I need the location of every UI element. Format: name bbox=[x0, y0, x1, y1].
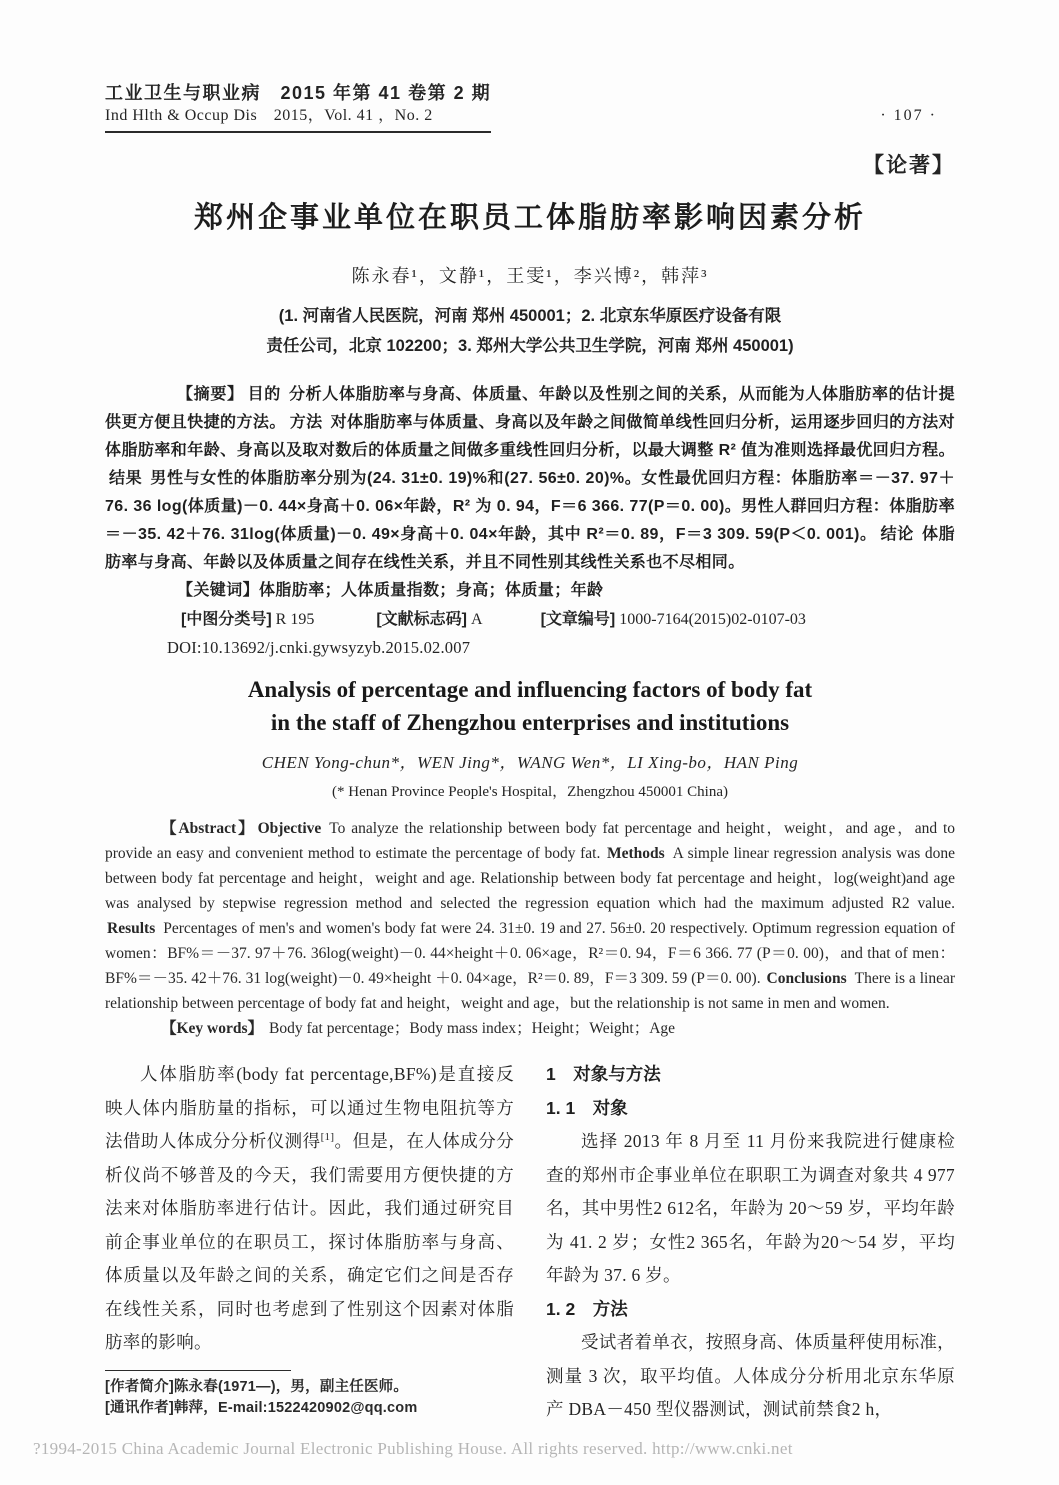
en-title-line-1: Analysis of percentage and influencing factors of body fat bbox=[247, 677, 813, 702]
page-number: · 107 · bbox=[880, 107, 937, 124]
section-1-heading: 1 对象与方法 bbox=[546, 1064, 661, 1084]
clc-pair bbox=[181, 611, 314, 628]
article-type-label: 【论著】 bbox=[863, 154, 955, 177]
footnote-author-text: 陈永春(1971—)，男，副主任医师。 bbox=[173, 1378, 409, 1395]
footnote-contact-label: [通讯作者] bbox=[105, 1400, 174, 1416]
article-id-value: 1000-7164(2015)02-0107-03 bbox=[619, 611, 806, 628]
en-conclusions-label: Conclusions bbox=[766, 970, 847, 987]
en-title-line-2: in the staff of Zhengzhou enterprises and institutions bbox=[270, 710, 790, 735]
en-keywords-label: 【Key words】 bbox=[161, 1020, 264, 1037]
keywords-cn bbox=[105, 577, 955, 605]
en-abstract-label: 【Abstract】 bbox=[161, 820, 256, 837]
journal-name-en: Ind Hlth & Occup Dis 2015，Vol. 41 ，No. 2 bbox=[105, 107, 433, 124]
en-results-label: Results bbox=[107, 920, 156, 937]
en-methods-text: A simple linear regression analysis was done between body fat percentage and height，weight and age. Relationship between body fat percentage and height，log(weight)and age was analysed by stepwise regression method and selected the regression equation which had the maximum adjusted R2 value. bbox=[105, 845, 955, 912]
footnote-author-line bbox=[105, 1377, 514, 1399]
journal-name-cn: 工业卫生与职业病 2015 年第 41 卷第 2 期 bbox=[105, 83, 492, 103]
keywords-text: 体脂肪率；人体质量指数；身高；体质量；年龄 bbox=[259, 582, 604, 599]
doc-code-pair bbox=[376, 611, 482, 628]
conclusion-label: 结论 bbox=[880, 526, 914, 543]
keywords-label: 【关键词】 bbox=[177, 582, 260, 599]
results-text: 男性与女性的体脂肪率分别为(24. 31±0. 19)%和(27. 56±0. 20)%。女性最优回归方程：体脂肪率＝－37. 97＋76. 36 log(体质量)－0. 44×身高＋0. 06×年龄，R² 为 0. 94，F＝6 366. 77(P＝0. 00)。男性人群回归方程：体脂肪率＝－35. 42＋76. 31log(体质量)－0. 49×身高＋0. 04×年龄，其中 R²＝0. 89，F＝3 309. 59(P＜0. 001)。 bbox=[105, 470, 955, 543]
conclusion-text: 体脂肪率与身高、年龄以及体质量之间存在线性关系，并且不同性别其线性关系也不尽相同。 bbox=[105, 526, 955, 571]
reference-marker: [1] bbox=[320, 1131, 335, 1144]
authors-en: CHEN Yong-chun*，WEN Jing*，WANG Wen*，LI Xing-bo，HAN Ping bbox=[261, 753, 799, 772]
keywords-en bbox=[105, 1016, 955, 1041]
footnote-contact-line bbox=[105, 1398, 514, 1420]
journal-header bbox=[105, 82, 955, 133]
en-objective-text: To analyze the relationship between body fat percentage and height，weight，and age，and to provide an easy and convenient method to estimate the percentage of body fat. bbox=[105, 820, 955, 862]
intro-paragraph bbox=[105, 1058, 514, 1360]
left-column bbox=[105, 1058, 514, 1427]
article-title-en bbox=[105, 673, 955, 739]
two-column-body bbox=[105, 1058, 955, 1427]
right-column bbox=[546, 1058, 955, 1427]
section-1-2-heading: 1. 2 方法 bbox=[546, 1298, 628, 1319]
en-objective-label: Objective bbox=[257, 820, 322, 837]
clc-value: R 195 bbox=[275, 611, 315, 628]
clc-label: [中图分类号] bbox=[181, 611, 272, 628]
section-1-2-paragraph: 受试者着单衣，按照身高、体质量秤使用标准，测量 3 次，取平均值。人体成分分析用北京东华原产 DBA－450 型仪器测试，测试前禁食2 h， bbox=[546, 1332, 955, 1419]
journal-title-block bbox=[105, 82, 491, 133]
article-title-cn: 郑州企事业单位在职员工体脂肪率影响因素分析 bbox=[193, 202, 866, 234]
article-id-label: [文章编号] bbox=[540, 611, 616, 628]
abstract-label: 【摘要】 bbox=[177, 386, 244, 403]
methods-text: 对体脂肪率与体质量、身高以及年龄之间做简单线性回归分析，运用逐步回归的方法对体脂肪率和年龄、身高以及取对数后的体质量之间做多重线性回归分析，以最大调整 R² 值为准则选择最优回归方程。 bbox=[105, 414, 955, 459]
copyright-footer: ?1994-2015 China Academic Journal Electronic Publishing House. All rights reserved. http://www.cnki.net bbox=[33, 1439, 793, 1458]
en-methods-label: Methods bbox=[606, 845, 665, 862]
doi: DOI:10.13692/j.cnki.gywsyzyb.2015.02.007 bbox=[167, 638, 471, 657]
footnote-divider bbox=[105, 1370, 291, 1371]
objective-label: 目的 bbox=[247, 386, 281, 403]
objective-text: 分析人体脂肪率与身高、体质量、年龄以及性别之间的关系，从而能为人体脂肪率的估计提供更方便且快捷的方法。 bbox=[105, 386, 955, 431]
intro-text-2: 。但是，在人体成分分析仪尚不够普及的今天，我们需要用方便快捷的方法来对体脂肪率进行估计。因此，我们通过研究目前企事业单位的在职员工，探讨体脂肪率与身高、体质量以及年龄之间的关系，确定它们之间是否存在线性关系，同时也考虑到了性别这个因素对体脂肪率的影响。 bbox=[105, 1131, 514, 1352]
en-conclusions-text: There is a linear relationship between percentage of body fat and height，weight and age，but the relationship is not same in men and women. bbox=[105, 970, 956, 1012]
article-id-pair bbox=[541, 611, 806, 628]
doc-code-value: A bbox=[471, 611, 483, 628]
en-results-text: Percentages of men's and women's body fat were 24. 31±0. 19 and 27. 56±0. 20 respectively. Optimum regression equation of women：BF%＝－37. 97＋76. 36log(weight)－0. 44×height＋0. 06×age，R²＝0. 94，F＝6 366. 77 (P＝0. 00)，and that of men：BF%＝－35. 42＋76. 31 log(weight)－0. 49×height ＋0. 04×age，R²＝0. 89，F＝3 309. 59 (P＝0. 00). bbox=[105, 920, 955, 987]
affiliations-cn bbox=[105, 301, 955, 361]
abstract-en bbox=[105, 816, 955, 1016]
affiliation-line-2: 责任公司，北京 102200；3. 郑州大学公共卫生学院，河南 郑州 450001) bbox=[266, 337, 794, 355]
section-1-1-paragraph: 选择 2013 年 8 月至 11 月份来我院进行健康检查的郑州市企事业单位在职职工为调查对象共 4 977 名，其中男性2 612名，年龄为 20～59 岁，平均年龄为 41. 2 岁；女性2 365名，年龄为20～54 岁，平均年龄为 37. 6 岁。 bbox=[546, 1131, 955, 1285]
affiliation-line-1: (1. 河南省人民医院，河南 郑州 450001；2. 北京东华原医疗设备有限 bbox=[278, 307, 782, 325]
intro-text-1: 人体脂肪率(body fat percentage,BF%)是直接反映人体内脂肪量的指标，可以通过生物电阻抗等方法借助人体成分分析仪测得 bbox=[105, 1064, 514, 1151]
footnote-author-label: [作者简介] bbox=[105, 1378, 174, 1395]
footnote-block bbox=[105, 1370, 514, 1420]
results-label: 结果 bbox=[109, 470, 143, 487]
doc-code-label: [文献标志码] bbox=[376, 611, 468, 628]
authors-cn: 陈永春¹，文静¹，王雯¹，李兴博²，韩萍³ bbox=[351, 266, 709, 286]
classification-line bbox=[105, 605, 955, 634]
section-1-1-heading: 1. 1 对象 bbox=[546, 1097, 628, 1118]
affiliation-en: (* Henan Province People's Hospital，Zhengzhou 450001 China) bbox=[332, 784, 728, 800]
en-keywords-text: Body fat percentage；Body mass index；Height；Weight；Age bbox=[269, 1020, 676, 1037]
footnote-contact-text: 韩萍，E-mail:1522420902@qq.com bbox=[173, 1400, 418, 1416]
methods-label: 方法 bbox=[289, 414, 323, 431]
abstract-cn bbox=[105, 381, 955, 577]
